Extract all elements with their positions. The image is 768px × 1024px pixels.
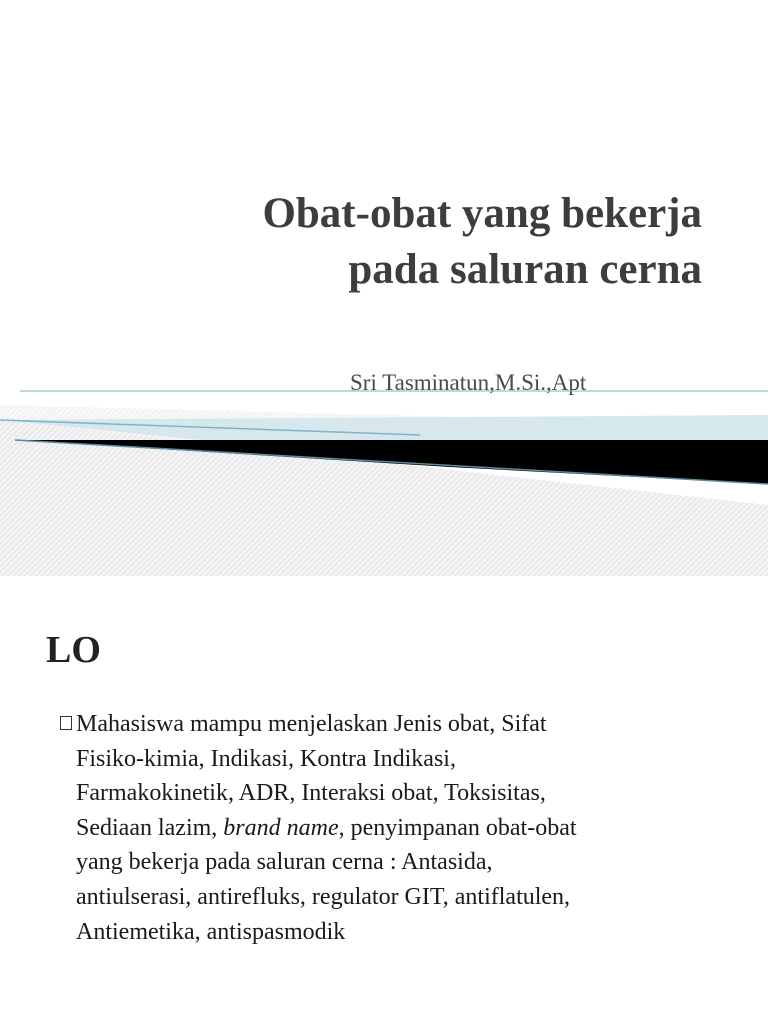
slide-title-line-1: Obat-obat yang bekerja (262, 190, 702, 237)
checkbox-square-icon (60, 716, 72, 730)
slide-title-line-2: pada saluran cerna (348, 246, 702, 293)
learning-outcomes-slide (0, 576, 768, 1024)
slide-title (62, 186, 702, 298)
slide-heading: LO (46, 629, 101, 671)
text-line-segment: , penyimpanan obat-obat (338, 814, 577, 841)
italic-term: brand name (223, 814, 339, 841)
text-line (76, 811, 720, 846)
text-line (76, 915, 720, 950)
decorative-bands (0, 385, 768, 576)
slide-subtitle-author: Sri Tasminatun,M.Si.,Apt (350, 370, 587, 395)
text-line (76, 742, 720, 777)
bullet-item (60, 707, 720, 949)
text-line (76, 776, 720, 811)
text-line (76, 707, 720, 742)
text-line-segment: antiulserasi, antirefluks, regulator GIT, antiflatulen, (76, 883, 571, 910)
text-line (76, 880, 720, 915)
bullet-text (76, 707, 720, 949)
text-line-segment: Mahasiswa mampu menjelaskan Jenis obat, Sifat (76, 711, 547, 737)
text-line-segment: Fisiko-kimia, Indikasi, Kontra Indikasi, (76, 745, 456, 772)
text-line (76, 845, 720, 880)
text-line-segment: Antiemetika, antispasmodik (76, 918, 346, 945)
text-line-segment: Farmakokinetik, ADR, Interaksi obat, Toksisitas, (76, 780, 546, 807)
text-line-segment: Sediaan lazim, (76, 814, 224, 841)
text-line-segment: yang bekerja pada saluran cerna : Antasida, (76, 849, 493, 876)
